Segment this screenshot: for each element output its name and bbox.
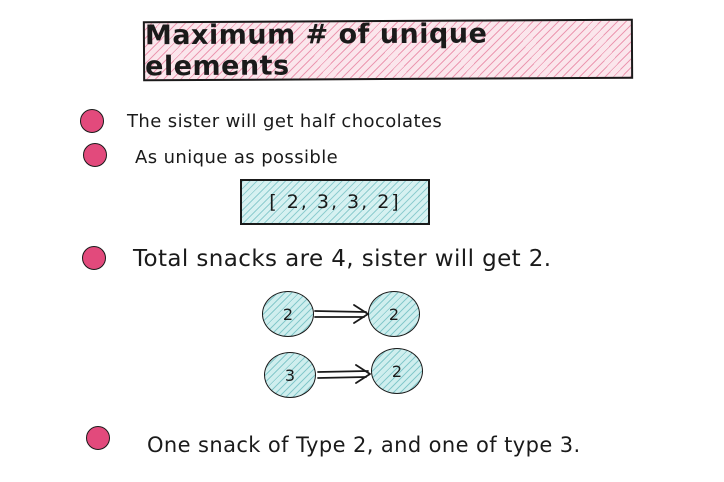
bullet-text-4: One snack of Type 2, and one of type 3. [147, 433, 581, 457]
source-node-label: 3 [284, 365, 296, 385]
source-node-label: 2 [282, 304, 294, 324]
arrow-row-2 [318, 365, 370, 383]
bullet-dot [86, 426, 110, 450]
array-box [240, 179, 430, 225]
target-node [371, 348, 423, 394]
target-node-label: 2 [391, 361, 403, 381]
source-node [262, 291, 314, 337]
bullet-dot [82, 246, 106, 270]
target-node [368, 291, 420, 337]
array-text: [ 2, 3, 3, 2] [269, 191, 401, 213]
bullet-text-2: As unique as possible [135, 147, 339, 168]
bullet-text-1: The sister will get half chocolates [127, 111, 443, 132]
bullet-dot [80, 109, 104, 133]
source-node [264, 352, 316, 398]
title-box [143, 19, 633, 82]
arrow-row-1 [315, 305, 368, 323]
target-node-label: 2 [388, 304, 400, 324]
bullet-text-3: Total snacks are 4, sister will get 2. [133, 246, 552, 272]
page-title: Maximum # of unique elements [144, 18, 488, 83]
bullet-dot [83, 143, 107, 167]
